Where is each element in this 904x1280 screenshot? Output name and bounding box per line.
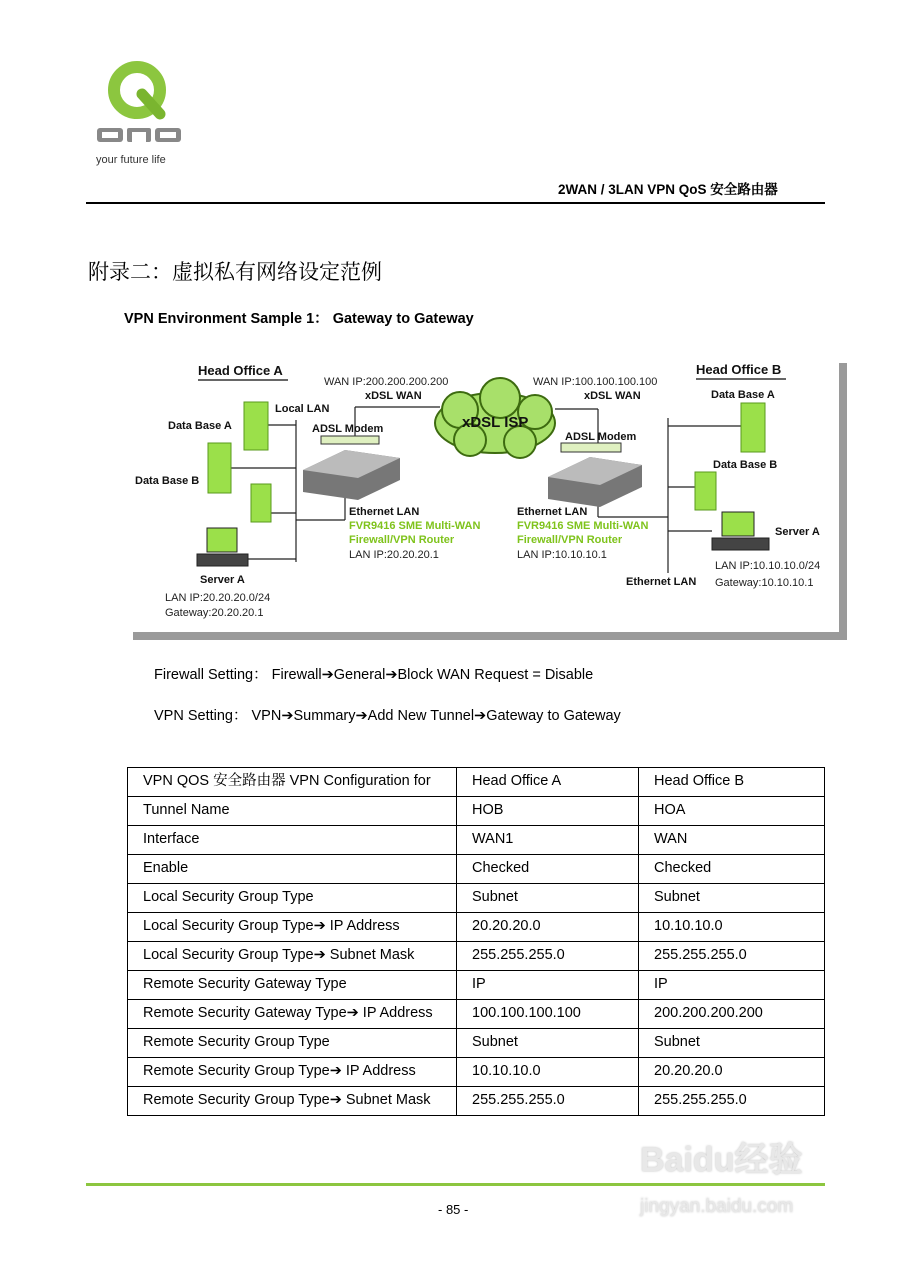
ethernet-lan-b: Ethernet LAN [517, 506, 588, 518]
table-cell: WAN [639, 826, 825, 855]
table-cell: 20.20.20.0 [639, 1058, 825, 1087]
table-cell: 255.255.255.0 [639, 942, 825, 971]
table-row [128, 855, 825, 884]
head-office-b-label: Head Office B [696, 362, 782, 377]
firewall-setting: Firewall Setting： Firewall➔General➔Block WAN Request = Disable [154, 667, 594, 683]
ethernet-lan-a: Ethernet LAN [349, 506, 420, 518]
vpn-config-table [127, 767, 825, 1116]
table-cell: IP [457, 971, 639, 1000]
table-row [128, 1087, 825, 1116]
table-cell: Subnet [457, 884, 639, 913]
table-cell: VPN QOS 安全路由器 VPN Configuration for [128, 768, 457, 797]
adsl-modem-b: ADSL Modem [565, 431, 637, 443]
table-cell: 255.255.255.0 [639, 1087, 825, 1116]
adsl-modem-a: ADSL Modem [312, 423, 384, 435]
table-cell: 10.10.10.0 [457, 1058, 639, 1087]
table-cell: Remote Security Group Type➔ IP Address [128, 1058, 457, 1087]
xdsl-wan-a: xDSL WAN [365, 390, 422, 402]
table-cell: Interface [128, 826, 457, 855]
watermark-brand: Baidu经验 [640, 1141, 803, 1179]
table-header-row [128, 768, 825, 797]
table-cell: 255.255.255.0 [457, 942, 639, 971]
data-base-a-left: Data Base A [168, 420, 232, 432]
table-cell: 200.200.200.200 [639, 1000, 825, 1029]
baidu-watermark [640, 1140, 880, 1240]
server-lan-b: LAN IP:10.10.10.0/24 [715, 560, 821, 572]
table-cell: Subnet [639, 1029, 825, 1058]
router-lan-a: LAN IP:20.20.20.1 [349, 549, 439, 561]
table-cell: Local Security Group Type➔ Subnet Mask [128, 942, 457, 971]
table-cell: 255.255.255.0 [457, 1087, 639, 1116]
table-cell: HOA [639, 797, 825, 826]
table-cell: Tunnel Name [128, 797, 457, 826]
table-row [128, 1029, 825, 1058]
isp-label: xDSL ISP [462, 414, 529, 431]
head-office-a-label: Head Office A [198, 363, 283, 378]
wan-ip-a: WAN IP:200.200.200.200 [324, 376, 449, 388]
ethernet-lan-bottom: Ethernet LAN [626, 576, 697, 588]
router-icons [303, 450, 642, 507]
xdsl-wan-b: xDSL WAN [584, 390, 641, 402]
router-model-b: FVR9416 SME Multi-WAN [517, 520, 649, 532]
table-cell: Remote Security Group Type➔ Subnet Mask [128, 1087, 457, 1116]
table-cell: Checked [457, 855, 639, 884]
table-cell: Subnet [457, 1029, 639, 1058]
table-row [128, 826, 825, 855]
logo-tagline: your future life [96, 154, 166, 166]
table-cell: 20.20.20.0 [457, 913, 639, 942]
wan-ip-b: WAN IP:100.100.100.100 [533, 376, 658, 388]
table-cell: Head Office A [457, 768, 639, 797]
data-base-b-left: Data Base B [135, 475, 200, 487]
product-name: 2WAN / 3LAN VPN QoS 安全路由器 [558, 182, 778, 197]
router-lan-b: LAN IP:10.10.10.1 [517, 549, 607, 561]
server-a-right: Server A [775, 526, 820, 538]
data-base-a-right: Data Base A [711, 389, 775, 401]
table-cell: Checked [639, 855, 825, 884]
watermark-url: jingyan.baidu.com [640, 1196, 794, 1217]
page-title: 附录二：虚拟私有网络设定范例 [88, 260, 382, 284]
data-base-b-right: Data Base B [713, 459, 778, 471]
table-row [128, 971, 825, 1000]
table-cell: Head Office B [639, 768, 825, 797]
table-cell: IP [639, 971, 825, 1000]
computer-icons [197, 512, 769, 566]
table-row [128, 913, 825, 942]
table-cell: Remote Security Group Type [128, 1029, 457, 1058]
table-cell: HOB [457, 797, 639, 826]
table-cell: Local Security Group Type [128, 884, 457, 913]
table-cell: WAN1 [457, 826, 639, 855]
table-cell: Remote Security Gateway Type➔ IP Address [128, 1000, 457, 1029]
server-lan-a: LAN IP:20.20.20.0/24 [165, 592, 271, 604]
router-type-b: Firewall/VPN Router [517, 534, 623, 546]
table-cell: 10.10.10.0 [639, 913, 825, 942]
server-gw-a: Gateway:20.20.20.1 [165, 607, 264, 619]
table-cell: Enable [128, 855, 457, 884]
table-row [128, 1000, 825, 1029]
router-model-a: FVR9416 SME Multi-WAN [349, 520, 481, 532]
table-cell: 100.100.100.100 [457, 1000, 639, 1029]
page-number: - 85 - [438, 1202, 469, 1217]
table-row [128, 797, 825, 826]
local-lan-label: Local LAN [275, 403, 330, 415]
router-type-a: Firewall/VPN Router [349, 534, 455, 546]
server-gw-b: Gateway:10.10.10.1 [715, 577, 814, 589]
table-row [128, 1058, 825, 1087]
table-cell: Subnet [639, 884, 825, 913]
table-cell: Local Security Group Type➔ IP Address [128, 913, 457, 942]
vpn-setting: VPN Setting： VPN➔Summary➔Add New Tunnel➔Gateway to Gateway [154, 708, 621, 724]
server-a-left: Server A [200, 574, 245, 586]
table-cell: Remote Security Gateway Type [128, 971, 457, 1000]
table-row [128, 884, 825, 913]
table-row [128, 942, 825, 971]
section-subtitle: VPN Environment Sample 1： Gateway to Gateway [124, 311, 474, 327]
